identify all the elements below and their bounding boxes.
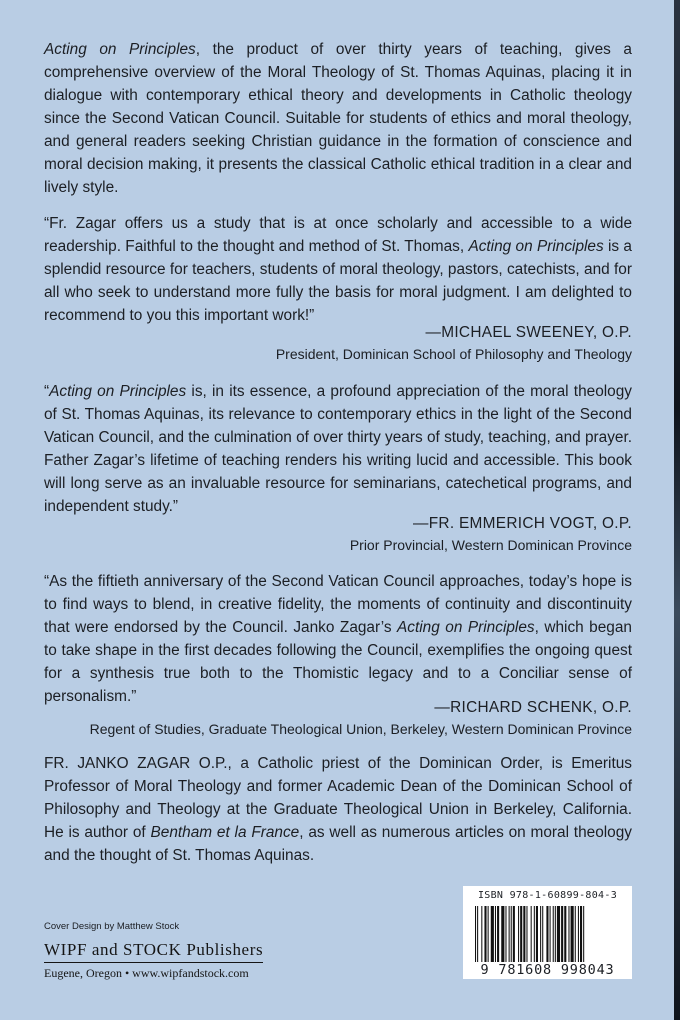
blurb-2-name: —FR. EMMERICH VOGT, O.P. [413,515,632,532]
blurb-2-attribution [350,513,632,555]
isbn-label: ISBN 978-1-60899-804-3 [477,890,618,901]
blurb-3-attribution [90,697,632,739]
blurb-3-name: —RICHARD SCHENK, O.P. [434,699,632,716]
blurb-1-name: —MICHAEL SWEENEY, O.P. [425,324,632,341]
cover-edge [674,0,680,1020]
cover-credit: Cover Design by Matthew Stock [44,921,180,932]
blurb-3-role: Regent of Studies, Graduate Theological Union, Berkeley, Western Dominican Province [89,721,632,737]
barcode-icon [475,906,621,962]
publisher-address: Eugene, Oregon • www.wipfandstock.com [44,966,249,980]
publisher-name: WIPF and STOCK Publishers [44,940,263,963]
author-bio: FR. JANKO ZAGAR O.P., a Catholic priest of the Dominican Order, is Emeritus Professor of Moral Theology and former Academic Dean of the Dominican School of Philosophy and Theology at the Graduate Theological Union in Berkeley, California. He is author of Bentham et la France, as well as numerous articles on moral theology and the thought of St. Thomas Aquinas. [44,755,632,864]
publisher-block [44,940,263,981]
blurb-1-role: President, Dominican School of Philosophy and Theology [275,346,632,362]
blurb-3-text: “As the fiftieth anniversary of the Second Vatican Council approaches, today’s hope is to find ways to blend, in creative fidelity, the moments of continuity and discontinuity that were endorsed by the Council. Janko Zagar’s Acting on Principles, which began to take shape in the first decades following the Council, exemplifies the ongoing quest for a synthesis true both to the Thomistic legacy and to a Conciliar sense of personalism.” [44,573,632,705]
barcode-digits: 9 781608 998043 [480,962,615,978]
blurb-2-text: “Acting on Principles is, in its essence, a profound appreciation of the moral theology of St. Thomas Aquinas, its relevance to contemporary ethics in the light of the Second Vatican Council, and the culmination of over thirty years of study, teaching, and prayer. Father Zagar’s lifetime of teaching renders his writing lucid and accessible. This book will long serve as an invaluable resource for seminarians, catechetical programs, and independent study.” [44,383,633,515]
blurb-2-role: Prior Provincial, Western Dominican Province [349,537,632,553]
blurb-1-attribution [276,322,632,364]
barcode-box [463,886,632,979]
blurb-1-text: “Fr. Zagar offers us a study that is at once scholarly and accessible to a wide readership. Faithful to the thought and method of St. Thomas, Acting on Principles is a splendid resource for teachers, students of moral theology, pastors, catechists, and for all who seek to understand more fully the basis for moral judgment. I am delighted to recommend to you this important work!” [44,215,632,324]
book-description: Acting on Principles, the product of over thirty years of teaching, gives a comprehensive overview of the Moral Theology of St. Thomas Aquinas, placing it in dialogue with contemporary ethical theory and developments in Catholic theology since the Second Vatican Council. Suitable for students of ethics and moral theology, and general readers seeking Christian guidance in the formation of conscience and moral decision making, it presents the classical Catholic ethical tradition in a clear and lively style. [44,41,632,196]
